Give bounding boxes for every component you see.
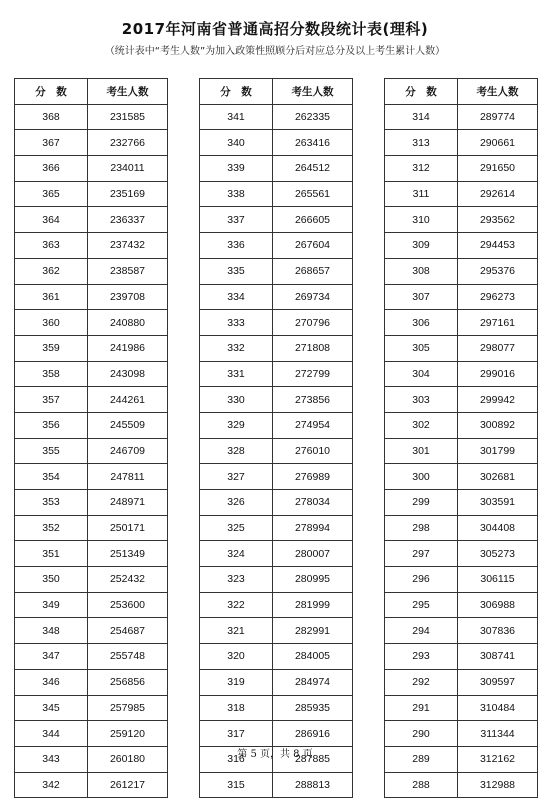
count-cell: 265561 — [273, 181, 353, 207]
count-cell: 309597 — [458, 669, 538, 695]
score-table-3 — [384, 78, 538, 798]
count-cell: 297161 — [458, 310, 538, 336]
score-cell: 347 — [15, 644, 88, 670]
count-cell: 267604 — [273, 233, 353, 259]
table-row — [385, 592, 538, 618]
count-cell: 278034 — [273, 490, 353, 516]
count-cell: 243098 — [88, 361, 168, 387]
score-cell: 302 — [385, 412, 458, 438]
score-cell: 349 — [15, 592, 88, 618]
score-cell: 317 — [200, 721, 273, 747]
score-cell: 322 — [200, 592, 273, 618]
table-row — [385, 130, 538, 156]
table-row — [200, 335, 353, 361]
count-cell: 286916 — [273, 721, 353, 747]
score-cell: 330 — [200, 387, 273, 413]
table-row — [385, 721, 538, 747]
count-cell: 284974 — [273, 669, 353, 695]
count-cell: 255748 — [88, 644, 168, 670]
table-row — [200, 361, 353, 387]
count-cell: 274954 — [273, 412, 353, 438]
count-cell: 298077 — [458, 335, 538, 361]
score-cell: 339 — [200, 156, 273, 182]
count-cell: 268657 — [273, 258, 353, 284]
score-cell: 346 — [15, 669, 88, 695]
count-cell: 299016 — [458, 361, 538, 387]
table-row — [15, 233, 168, 259]
page-title: 2017年河南省普通高招分数段统计表(理科) — [121, 20, 429, 38]
count-cell: 290661 — [458, 130, 538, 156]
score-cell: 344 — [15, 721, 88, 747]
count-cell: 254687 — [88, 618, 168, 644]
score-cell: 291 — [385, 695, 458, 721]
score-cell: 329 — [200, 412, 273, 438]
count-cell: 282991 — [273, 618, 353, 644]
score-cell: 323 — [200, 567, 273, 593]
count-cell: 305273 — [458, 541, 538, 567]
count-cell: 289774 — [458, 104, 538, 130]
table-row — [15, 207, 168, 233]
count-cell: 300892 — [458, 412, 538, 438]
count-cell: 306115 — [458, 567, 538, 593]
score-cell: 359 — [15, 335, 88, 361]
score-cell: 311 — [385, 181, 458, 207]
table-row — [200, 618, 353, 644]
score-cell: 304 — [385, 361, 458, 387]
count-cell: 257985 — [88, 695, 168, 721]
table-row — [15, 669, 168, 695]
count-cell: 271808 — [273, 335, 353, 361]
count-cell: 302681 — [458, 464, 538, 490]
count-cell: 301799 — [458, 438, 538, 464]
table-row — [385, 464, 538, 490]
score-cell: 336 — [200, 233, 273, 259]
count-cell: 306988 — [458, 592, 538, 618]
table-row — [200, 695, 353, 721]
count-cell: 291650 — [458, 156, 538, 182]
table-row — [385, 156, 538, 182]
table-row — [200, 181, 353, 207]
count-cell: 281999 — [273, 592, 353, 618]
score-cell: 365 — [15, 181, 88, 207]
table-row — [385, 438, 538, 464]
score-cell: 320 — [200, 644, 273, 670]
score-cell: 326 — [200, 490, 273, 516]
score-cell: 345 — [15, 695, 88, 721]
count-cell: 259120 — [88, 721, 168, 747]
table-row — [385, 490, 538, 516]
count-cell: 250171 — [88, 515, 168, 541]
score-cell: 297 — [385, 541, 458, 567]
table-row — [385, 335, 538, 361]
score-cell: 300 — [385, 464, 458, 490]
score-cell: 296 — [385, 567, 458, 593]
count-cell: 280995 — [273, 567, 353, 593]
table-row — [385, 567, 538, 593]
score-cell: 331 — [200, 361, 273, 387]
score-cell: 321 — [200, 618, 273, 644]
table-row — [15, 592, 168, 618]
count-cell: 245509 — [88, 412, 168, 438]
table-row — [15, 567, 168, 593]
table-row — [385, 412, 538, 438]
score-cell: 340 — [200, 130, 273, 156]
page-footer: 第 5 页，共 8 页 — [237, 749, 313, 760]
score-cell: 361 — [15, 284, 88, 310]
count-cell: 238587 — [88, 258, 168, 284]
score-cell: 295 — [385, 592, 458, 618]
table-row — [385, 233, 538, 259]
column-header-score: 分 数 — [200, 79, 273, 105]
table-row — [15, 361, 168, 387]
table-row — [15, 181, 168, 207]
table-row — [385, 207, 538, 233]
score-cell: 290 — [385, 721, 458, 747]
score-cell: 351 — [15, 541, 88, 567]
count-cell: 236337 — [88, 207, 168, 233]
table-row — [385, 284, 538, 310]
count-cell: 248971 — [88, 490, 168, 516]
table-row — [15, 515, 168, 541]
count-cell: 232766 — [88, 130, 168, 156]
score-cell: 343 — [15, 746, 88, 772]
table-row — [385, 541, 538, 567]
count-cell: 303591 — [458, 490, 538, 516]
count-cell: 280007 — [273, 541, 353, 567]
count-cell: 235169 — [88, 181, 168, 207]
table-row — [200, 541, 353, 567]
table-row — [200, 438, 353, 464]
score-cell: 316 — [200, 746, 273, 772]
score-cell: 292 — [385, 669, 458, 695]
page-subtitle: （统计表中“考生人数”为加入政策性照顾分后对应总分及以上考生累计人数） — [104, 46, 446, 57]
table-row — [200, 464, 353, 490]
table-row — [15, 464, 168, 490]
score-cell: 299 — [385, 490, 458, 516]
count-cell: 292614 — [458, 181, 538, 207]
table-row — [15, 412, 168, 438]
table-row — [200, 207, 353, 233]
table-row — [385, 258, 538, 284]
count-cell: 272799 — [273, 361, 353, 387]
column-header-score: 分 数 — [15, 79, 88, 105]
table-row — [15, 284, 168, 310]
table-row — [15, 156, 168, 182]
score-cell: 353 — [15, 490, 88, 516]
count-cell: 276010 — [273, 438, 353, 464]
count-cell: 231585 — [88, 104, 168, 130]
score-cell: 366 — [15, 156, 88, 182]
table-row — [385, 695, 538, 721]
table-row — [385, 387, 538, 413]
count-cell: 261217 — [88, 772, 168, 798]
table-row — [385, 772, 538, 798]
count-cell: 276989 — [273, 464, 353, 490]
count-cell: 304408 — [458, 515, 538, 541]
score-cell: 358 — [15, 361, 88, 387]
count-cell: 288813 — [273, 772, 353, 798]
count-cell: 239708 — [88, 284, 168, 310]
score-cell: 332 — [200, 335, 273, 361]
table-row — [200, 156, 353, 182]
column-header-count: 考生人数 — [458, 79, 538, 105]
table-row — [15, 695, 168, 721]
table-row — [15, 772, 168, 798]
score-cell: 313 — [385, 130, 458, 156]
table-row — [200, 721, 353, 747]
count-cell: 246709 — [88, 438, 168, 464]
count-cell: 299942 — [458, 387, 538, 413]
score-cell: 335 — [200, 258, 273, 284]
table-row — [385, 515, 538, 541]
table-row — [15, 438, 168, 464]
score-cell: 368 — [15, 104, 88, 130]
score-table-2 — [199, 78, 353, 798]
table-row — [15, 644, 168, 670]
table-row — [200, 284, 353, 310]
table-row — [385, 644, 538, 670]
score-table-1 — [14, 78, 168, 798]
score-cell: 357 — [15, 387, 88, 413]
column-header-count: 考生人数 — [273, 79, 353, 105]
table-row — [200, 233, 353, 259]
count-cell: 296273 — [458, 284, 538, 310]
score-cell: 342 — [15, 772, 88, 798]
score-cell: 303 — [385, 387, 458, 413]
count-cell: 260180 — [88, 746, 168, 772]
score-cell: 319 — [200, 669, 273, 695]
score-cell: 305 — [385, 335, 458, 361]
count-cell: 295376 — [458, 258, 538, 284]
count-cell: 294453 — [458, 233, 538, 259]
column-header-score: 分 数 — [385, 79, 458, 105]
score-cell: 356 — [15, 412, 88, 438]
table-row — [200, 567, 353, 593]
table-row — [385, 618, 538, 644]
count-cell: 240880 — [88, 310, 168, 336]
count-cell: 241986 — [88, 335, 168, 361]
count-cell: 273856 — [273, 387, 353, 413]
score-cell: 318 — [200, 695, 273, 721]
count-cell: 247811 — [88, 464, 168, 490]
score-cell: 334 — [200, 284, 273, 310]
table-row — [200, 592, 353, 618]
count-cell: 312988 — [458, 772, 538, 798]
table-row — [15, 104, 168, 130]
score-cell: 348 — [15, 618, 88, 644]
count-cell: 285935 — [273, 695, 353, 721]
count-cell: 310484 — [458, 695, 538, 721]
score-cell: 288 — [385, 772, 458, 798]
table-row — [385, 669, 538, 695]
count-cell: 262335 — [273, 104, 353, 130]
score-cell: 352 — [15, 515, 88, 541]
table-row — [200, 130, 353, 156]
table-row — [200, 772, 353, 798]
count-cell: 263416 — [273, 130, 353, 156]
table-row — [385, 181, 538, 207]
table-row — [15, 541, 168, 567]
table-row — [200, 490, 353, 516]
score-cell: 337 — [200, 207, 273, 233]
count-cell: 312162 — [458, 746, 538, 772]
count-cell: 266605 — [273, 207, 353, 233]
count-cell: 251349 — [88, 541, 168, 567]
score-cell: 312 — [385, 156, 458, 182]
column-header-count: 考生人数 — [88, 79, 168, 105]
score-cell: 341 — [200, 104, 273, 130]
table-row — [200, 104, 353, 130]
score-cell: 325 — [200, 515, 273, 541]
score-cell: 324 — [200, 541, 273, 567]
score-cell: 355 — [15, 438, 88, 464]
count-cell: 269734 — [273, 284, 353, 310]
score-cell: 307 — [385, 284, 458, 310]
count-cell: 307836 — [458, 618, 538, 644]
score-cell: 338 — [200, 181, 273, 207]
count-cell: 308741 — [458, 644, 538, 670]
table-row — [15, 130, 168, 156]
count-cell: 287885 — [273, 746, 353, 772]
score-cell: 301 — [385, 438, 458, 464]
table-row — [200, 412, 353, 438]
count-cell: 253600 — [88, 592, 168, 618]
table-row — [15, 618, 168, 644]
table-row — [15, 387, 168, 413]
table-row — [15, 310, 168, 336]
score-cell: 294 — [385, 618, 458, 644]
table-row — [15, 258, 168, 284]
score-cell: 293 — [385, 644, 458, 670]
table-row — [200, 515, 353, 541]
score-cell: 362 — [15, 258, 88, 284]
count-cell: 270796 — [273, 310, 353, 336]
score-cell: 298 — [385, 515, 458, 541]
table-row — [385, 104, 538, 130]
table-row — [200, 258, 353, 284]
table-row — [385, 361, 538, 387]
score-cell: 308 — [385, 258, 458, 284]
table-row — [200, 669, 353, 695]
count-cell: 234011 — [88, 156, 168, 182]
score-cell: 350 — [15, 567, 88, 593]
table-row — [385, 310, 538, 336]
score-cell: 306 — [385, 310, 458, 336]
table-row — [200, 310, 353, 336]
count-cell: 237432 — [88, 233, 168, 259]
score-cell: 289 — [385, 746, 458, 772]
score-cell: 367 — [15, 130, 88, 156]
table-row — [200, 387, 353, 413]
score-cell: 333 — [200, 310, 273, 336]
score-cell: 354 — [15, 464, 88, 490]
table-row — [15, 721, 168, 747]
table-row — [15, 335, 168, 361]
count-cell: 252432 — [88, 567, 168, 593]
count-cell: 264512 — [273, 156, 353, 182]
score-cell: 310 — [385, 207, 458, 233]
score-cell: 309 — [385, 233, 458, 259]
count-cell: 311344 — [458, 721, 538, 747]
count-cell: 284005 — [273, 644, 353, 670]
table-row — [200, 644, 353, 670]
score-cell: 328 — [200, 438, 273, 464]
score-cell: 364 — [15, 207, 88, 233]
count-cell: 256856 — [88, 669, 168, 695]
count-cell: 293562 — [458, 207, 538, 233]
score-cell: 315 — [200, 772, 273, 798]
count-cell: 278994 — [273, 515, 353, 541]
score-cell: 363 — [15, 233, 88, 259]
table-row — [15, 490, 168, 516]
score-cell: 327 — [200, 464, 273, 490]
score-cell: 314 — [385, 104, 458, 130]
count-cell: 244261 — [88, 387, 168, 413]
score-cell: 360 — [15, 310, 88, 336]
